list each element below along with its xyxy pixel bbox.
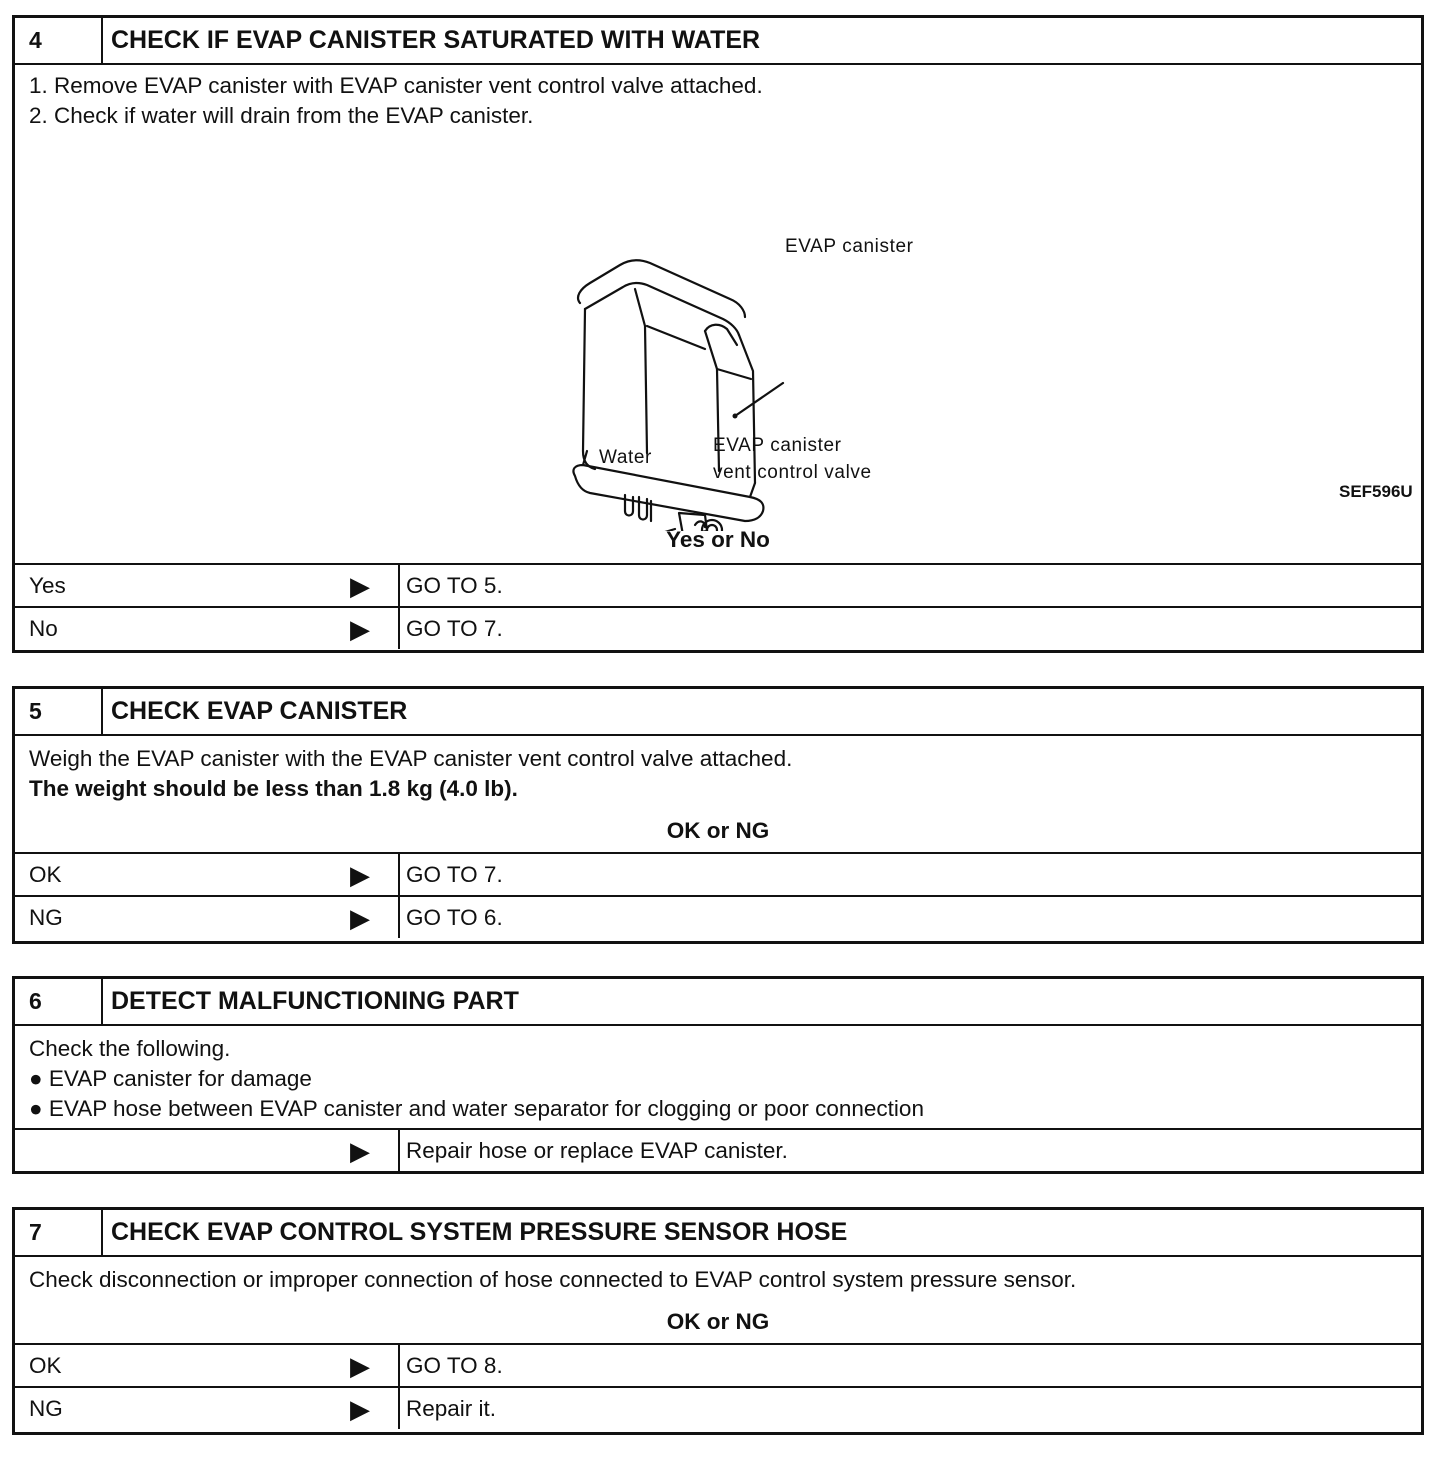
instruction-line: Check the following. [29,1036,231,1061]
right-triangle-arrow-icon: ▶ [350,1350,370,1381]
option-label-cell [15,1388,400,1429]
step-header [15,1210,1421,1255]
step-body [15,1255,1421,1343]
evap-canister-label: EVAP canister [785,236,914,257]
instruction-line: Check disconnection or improper connection of hose connected to EVAP control system pressure sensor. [29,1267,1077,1292]
option-action: GO TO 8. [406,1352,503,1378]
right-triangle-arrow-icon: ▶ [350,902,370,933]
bullet-item [29,1064,1407,1094]
option-label-cell [15,1345,400,1386]
step-title: CHECK IF EVAP CANISTER SATURATED WITH WATER [111,26,761,54]
option-label: No [29,615,58,641]
vent-valve-label-line2: vent control valve [713,462,872,483]
step-title: DETECT MALFUNCTIONING PART [111,987,519,1015]
step-header [15,979,1421,1024]
step-number: 6 [15,979,103,1024]
bullet-icon: ● [29,1066,49,1091]
option-label: OK [29,861,62,887]
water-label: Water [599,447,652,468]
option-label: NG [29,904,63,930]
instruction-line: Weigh the EVAP canister with the EVAP canister vent control valve attached. [29,746,793,771]
step-number: 7 [15,1210,103,1255]
right-triangle-arrow-icon: ▶ [350,859,370,890]
step-header [15,689,1421,734]
option-row [15,895,1421,938]
option-row [15,606,1421,649]
option-label: Yes [29,572,66,598]
bullet-text: EVAP canister for damage [48,1066,312,1091]
option-row [15,852,1421,895]
result-prompt: OK or NG [666,1309,770,1334]
option-label: NG [29,1395,63,1421]
weight-spec: The weight should be less than 1.8 kg (4.0 lb). [29,776,518,801]
result-prompt: OK or NG [666,818,770,843]
vent-valve-label-line1: EVAP canister [713,435,842,456]
step-number: 5 [15,689,103,734]
option-label: OK [29,1352,62,1378]
bullet-text: EVAP hose between EVAP canister and water separator for clogging or poor connection [48,1096,924,1121]
option-action: Repair it. [406,1395,497,1421]
option-action: GO TO 7. [406,615,503,641]
step-body [15,734,1421,852]
bullet-icon: ● [29,1096,49,1121]
right-triangle-arrow-icon: ▶ [350,613,370,644]
step-title: CHECK EVAP CANISTER [111,697,408,725]
evap-canister-figure [29,131,1413,531]
step-number: 4 [15,18,103,63]
step-header [15,18,1421,63]
step-5-block [12,686,1424,944]
figure-code: SEF596U [1339,482,1413,501]
instruction-line: 1. Remove EVAP canister with EVAP canister vent control valve attached. [29,73,763,98]
option-action: Repair hose or replace EVAP canister. [406,1137,788,1163]
step-7-block [12,1207,1424,1435]
bullet-item [29,1094,1407,1124]
right-triangle-arrow-icon: ▶ [350,570,370,601]
option-label-cell [15,1130,400,1171]
option-label-cell [15,854,400,895]
step-body [15,1024,1421,1128]
step-title: CHECK EVAP CONTROL SYSTEM PRESSURE SENSOR HOSE [111,1218,848,1246]
option-action: GO TO 6. [406,904,503,930]
option-label-cell [15,897,400,938]
option-row [15,563,1421,606]
option-action: GO TO 7. [406,861,503,887]
instruction-line: 2. Check if water will drain from the EVAP canister. [29,103,534,128]
option-label-cell [15,608,400,649]
right-triangle-arrow-icon: ▶ [350,1135,370,1166]
option-row [15,1343,1421,1386]
right-triangle-arrow-icon: ▶ [350,1393,370,1424]
result-prompt: Yes or No [666,527,770,552]
step-4-block [12,15,1424,653]
option-label-cell [15,565,400,606]
option-action: GO TO 5. [406,572,503,598]
option-row [15,1386,1421,1429]
step-body [15,63,1421,563]
step-6-block [12,976,1424,1174]
option-row [15,1128,1421,1171]
